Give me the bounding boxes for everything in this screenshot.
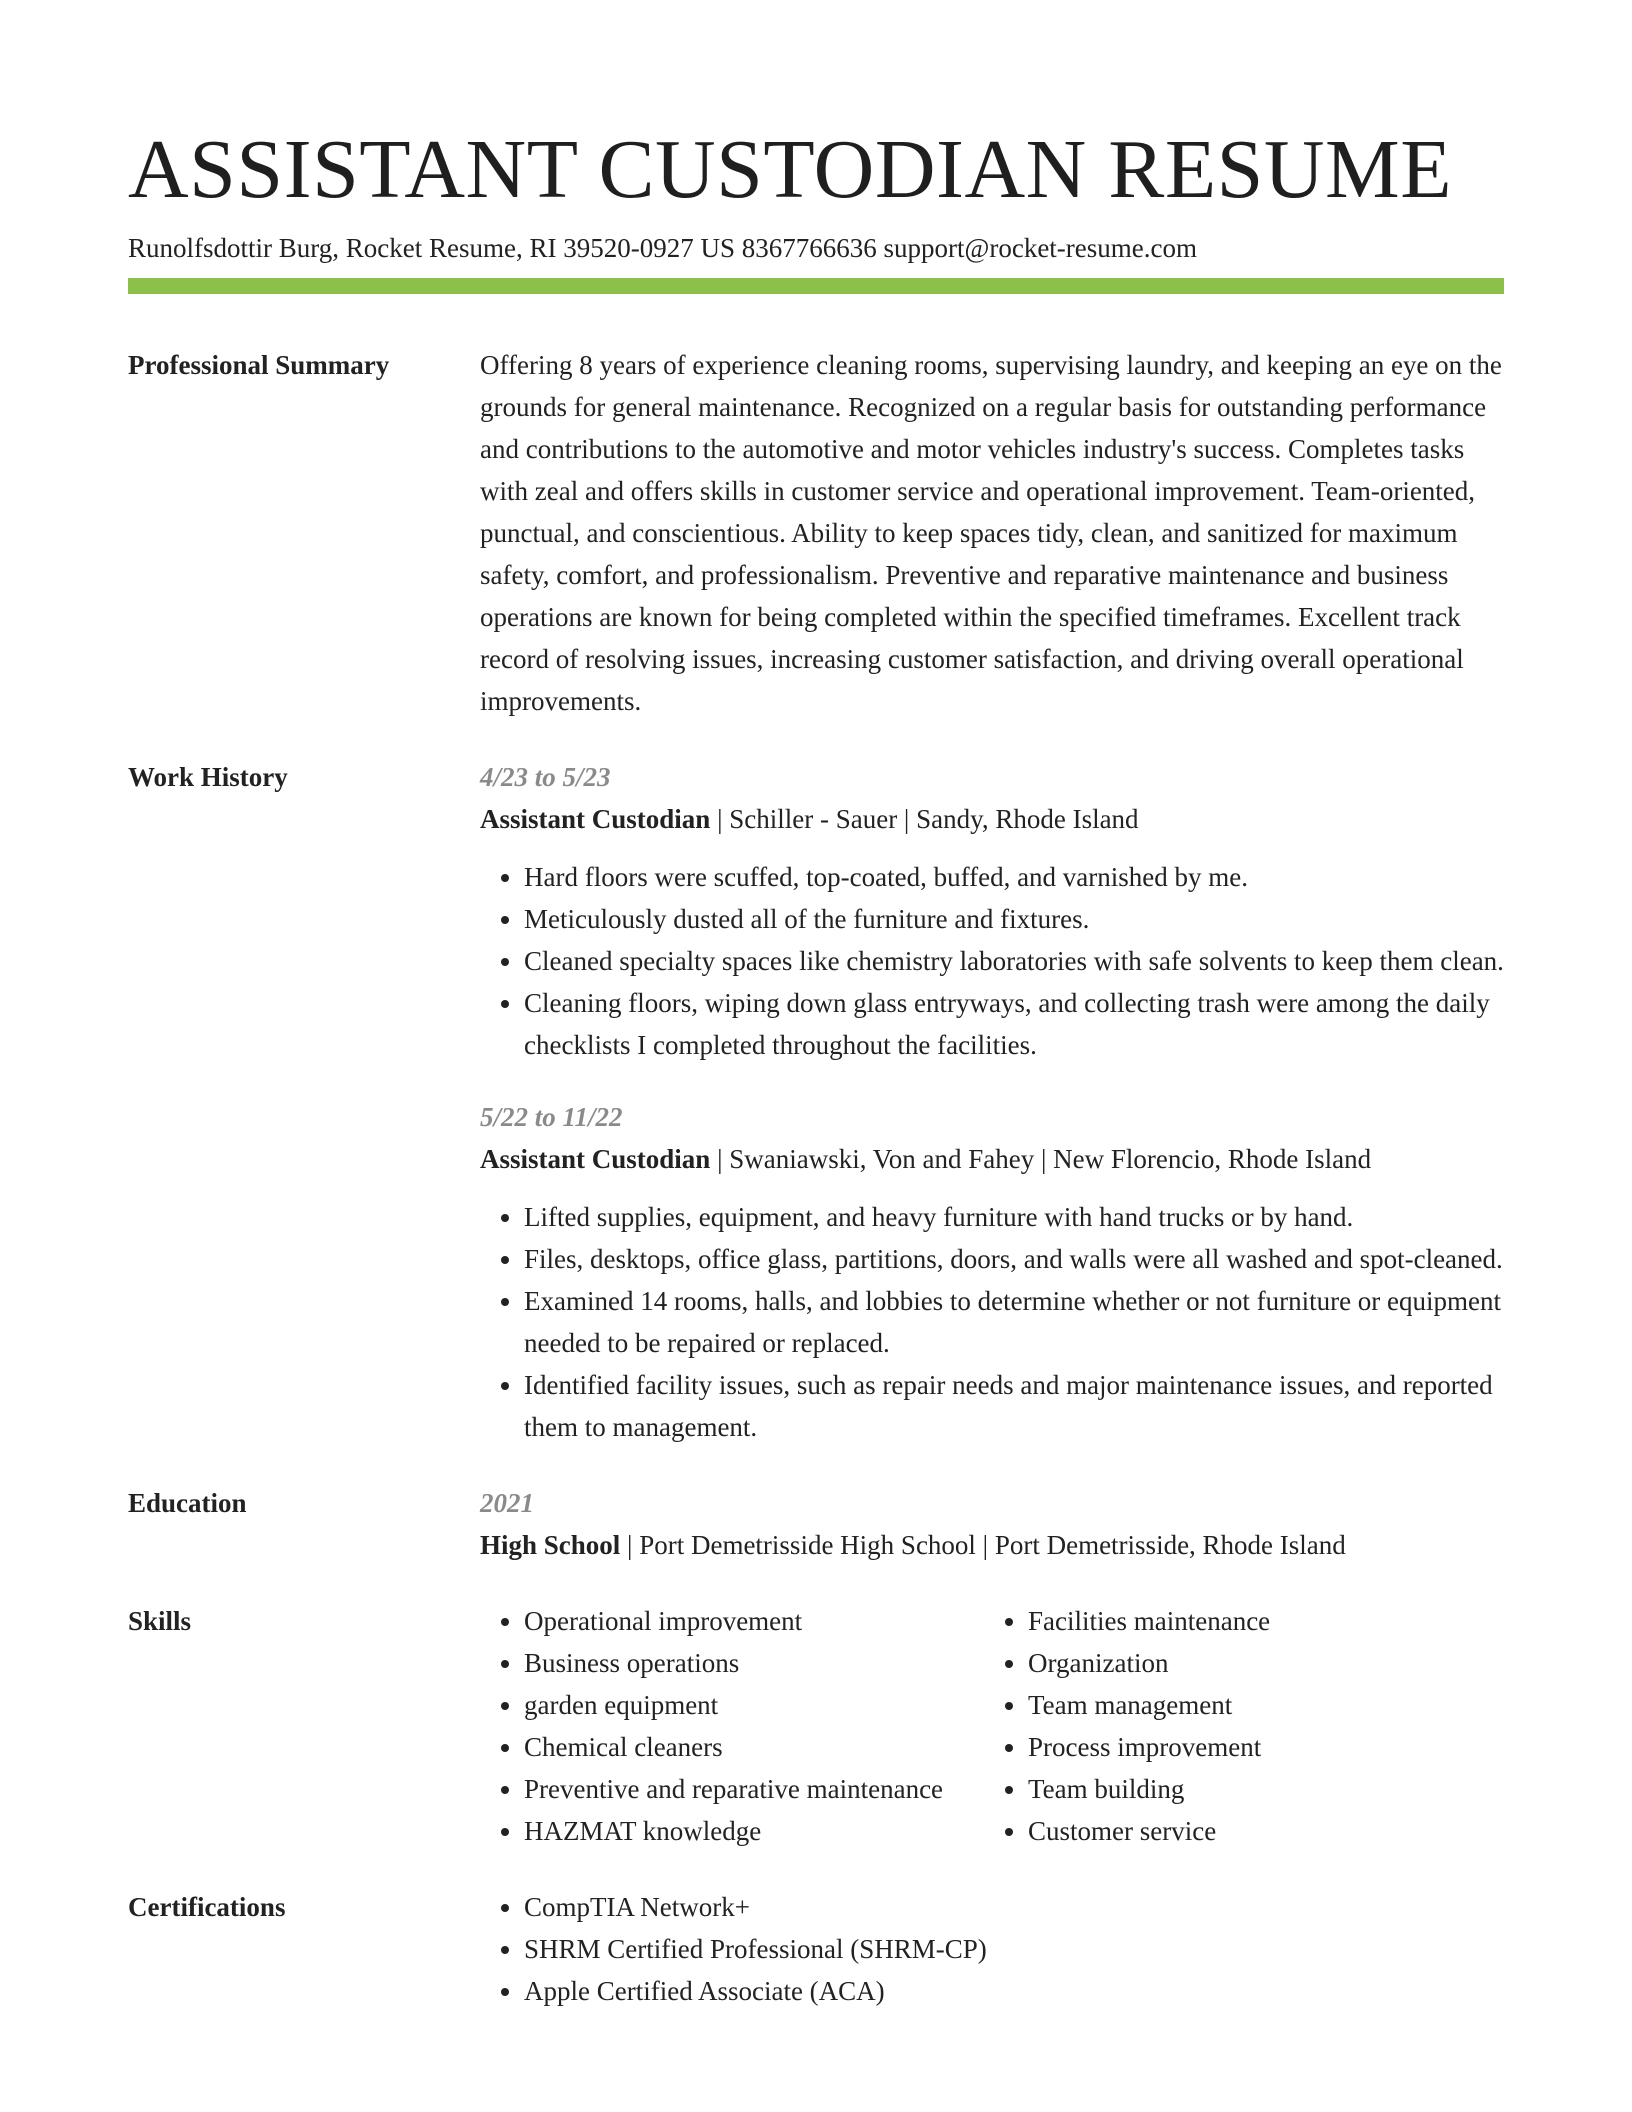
work-history-section: [128, 756, 1504, 1448]
job-title: Assistant Custodian: [480, 1144, 711, 1174]
job-duties: [480, 1196, 1504, 1448]
skill-item: • Team building: [1028, 1768, 1270, 1810]
job-entry: [480, 756, 1504, 1066]
certifications-section: [128, 1886, 1504, 2012]
education-degree: High School: [480, 1530, 621, 1560]
list-item: • Identified facility issues, such as repair needs and major maintenance issues, and reported them to management.: [524, 1364, 1504, 1448]
skill-item: • garden equipment: [524, 1684, 984, 1726]
section-label-work: Work History: [128, 762, 288, 792]
skill-item: • Operational improvement: [524, 1600, 984, 1642]
list-item: • Hard floors were scuffed, top-coated, buffed, and varnished by me.: [524, 856, 1504, 898]
skill-item: • Organization: [1028, 1642, 1270, 1684]
list-item: • Lifted supplies, equipment, and heavy furniture with hand trucks or by hand.: [524, 1196, 1504, 1238]
skills-grid: [480, 1600, 1504, 1852]
skill-item: • Preventive and reparative maintenance: [524, 1768, 984, 1810]
accent-divider: [128, 278, 1504, 294]
job-title-line: [480, 798, 1504, 840]
skills-column-2: [984, 1600, 1270, 1852]
contact-line: Runolfsdottir Burg, Rocket Resume, RI 39520-0927 US 8367766636 support@rocket-resume.com: [128, 233, 1198, 263]
skill-item: • Customer service: [1028, 1810, 1270, 1852]
education-section: [128, 1482, 1504, 1566]
resume-page: [128, 120, 1504, 2012]
list-item: • Cleaned specialty spaces like chemistry laboratories with safe solvents to keep them clean.: [524, 940, 1504, 982]
education-year: 2021: [480, 1488, 534, 1518]
job-duties: [480, 856, 1504, 1066]
list-item: • Meticulously dusted all of the furniture and fixtures.: [524, 898, 1504, 940]
job-details: | Schiller - Sauer | Sandy, Rhode Island: [710, 804, 1139, 834]
skill-item: • Team management: [1028, 1684, 1270, 1726]
section-label-education: Education: [128, 1488, 247, 1518]
summary-text: Offering 8 years of experience cleaning rooms, supervising laundry, and keeping an eye on the grounds for general maintenance. Recognized on a regular basis for outstanding performance and contributions to the automotive and motor vehicles industry's success. Completes tasks with zeal and offers skills in customer service and operational improvement. Team-oriented, punctual, and conscientious. Ability to keep spaces tidy, clean, and sanitized for maximum safety, comfort, and professionalism. Preventive and reparative maintenance and business operations are known for being completed within the specified timeframes. Excellent track record of resolving issues, increasing customer satisfaction, and driving overall operational improvements.: [480, 350, 1502, 716]
education-line: [480, 1524, 1504, 1566]
resume-title: ASSISTANT CUSTODIAN RESUME: [128, 123, 1453, 216]
skill-item: • Chemical cleaners: [524, 1726, 984, 1768]
skill-item: • Business operations: [524, 1642, 984, 1684]
job-title-line: [480, 1138, 1504, 1180]
certification-item: • CompTIA Network+: [524, 1886, 1504, 1928]
section-label-summary: Professional Summary: [128, 350, 390, 380]
job-entry: [480, 1096, 1504, 1448]
certifications-list: [480, 1886, 1504, 2012]
certification-item: • SHRM Certified Professional (SHRM-CP): [524, 1928, 1504, 1970]
skills-column-1: [480, 1600, 984, 1852]
education-details: | Port Demetrisside High School | Port Demetrisside, Rhode Island: [620, 1530, 1346, 1560]
list-item: • Examined 14 rooms, halls, and lobbies to determine whether or not furniture or equipment needed to be repaired or replaced.: [524, 1280, 1504, 1364]
job-dates: 4/23 to 5/23: [480, 762, 611, 792]
section-label-certifications: Certifications: [128, 1892, 286, 1922]
job-title: Assistant Custodian: [480, 804, 711, 834]
section-label-skills: Skills: [128, 1606, 192, 1636]
skill-item: • Process improvement: [1028, 1726, 1270, 1768]
summary-section: [128, 344, 1504, 722]
skill-item: • Facilities maintenance: [1028, 1600, 1270, 1642]
list-item: • Files, desktops, office glass, partitions, doors, and walls were all washed and spot-cleaned.: [524, 1238, 1504, 1280]
skills-section: [128, 1600, 1504, 1852]
skill-item: • HAZMAT knowledge: [524, 1810, 984, 1852]
list-item: • Cleaning floors, wiping down glass entryways, and collecting trash were among the daily checklists I completed throughout the facilities.: [524, 982, 1504, 1066]
job-details: | Swaniawski, Von and Fahey | New Florencio, Rhode Island: [710, 1144, 1372, 1174]
certification-item: • Apple Certified Associate (ACA): [524, 1970, 1504, 2012]
job-dates: 5/22 to 11/22: [480, 1102, 623, 1132]
